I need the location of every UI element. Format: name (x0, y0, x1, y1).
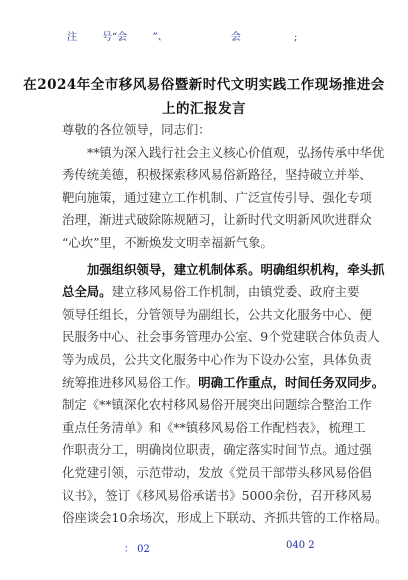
header-fragment: 会 (230, 32, 241, 43)
paragraph-line: 治理，渐进式破除陈规陋习，让新时代文明新风吹进群众 (62, 212, 372, 228)
page-header (67, 28, 319, 43)
paragraph-line: 秀传统美德，积极探索移风易俗新路径，坚持破立并举、 (62, 167, 372, 183)
header-fragment: ; (294, 32, 298, 43)
paragraph-line: 议书》，签订《移风易俗承诺书》5000余份，召开移风易 (62, 487, 373, 503)
document-body (62, 119, 388, 530)
paragraph-text: 统筹推进移风易俗工作。 (62, 374, 199, 390)
paragraph-line: 民服务中心、社会事务管理办公室、9个党建联合体负责人 (62, 329, 380, 345)
paragraph-line (62, 372, 385, 395)
paragraph-line: 靶向施策，通过建立工作机制、广泛宣传引导、强化专项 (62, 189, 372, 205)
document-title-line-1: 在2024年全市移风易俗暨新时代文明实践工作现场推进会 (23, 77, 385, 93)
bold-subheading: 明确工作重点，时间任务双同步。 (198, 374, 385, 390)
header-fragment: 注 (67, 32, 77, 43)
section-heading: 加强组织领导，建立机制体系。明确组织机构，牵头抓 (87, 261, 385, 277)
footer-right: 040 2 (286, 540, 315, 551)
paragraph-line (62, 281, 362, 304)
section-heading-tail: 总全局。 (62, 284, 112, 300)
paragraph-line: 重点任务清单》和《**镇移风易俗工作配档表》，梳理工 (62, 419, 366, 435)
paragraph-line: 化党建引领，示范带动，发放《党员干部带头移风易俗倡 (62, 464, 372, 480)
paragraph-line: 作职责分工，明确岗位职责，确定落实时间节点。通过强 (62, 442, 372, 458)
header-fragment: 号“会 (102, 32, 128, 43)
document-title-line-2: 上的汇报发言 (162, 101, 246, 117)
salutation: 尊敬的各位领导，同志们： (62, 122, 211, 137)
paragraph-line: **镇为深入践行社会主义核心价值观，弘扬传承中华优 (87, 144, 385, 160)
footer-left: ： 02 (124, 544, 150, 555)
paragraph-line: 等为成员，公共文化服务中心作为下设办公室，具体负责 (62, 351, 372, 367)
paragraph-line: “心坎”里，不断焕发文明幸福新气象。 (62, 234, 273, 250)
paragraph-line: 领导任组长，分管领导为副组长，公共文化服务中心、便 (62, 306, 372, 322)
paragraph-text: 建立移风易俗工作机制，由镇党委、政府主要 (111, 284, 360, 300)
header-fragment: ”、 (152, 32, 168, 43)
paragraph-line: 制定《**镇深化农村移风易俗开展突出问题综合整治工作 (62, 397, 372, 413)
paragraph-line: 俗座谈会10余场次，形成上下联动、齐抓共管的工作格局。 (62, 510, 388, 526)
